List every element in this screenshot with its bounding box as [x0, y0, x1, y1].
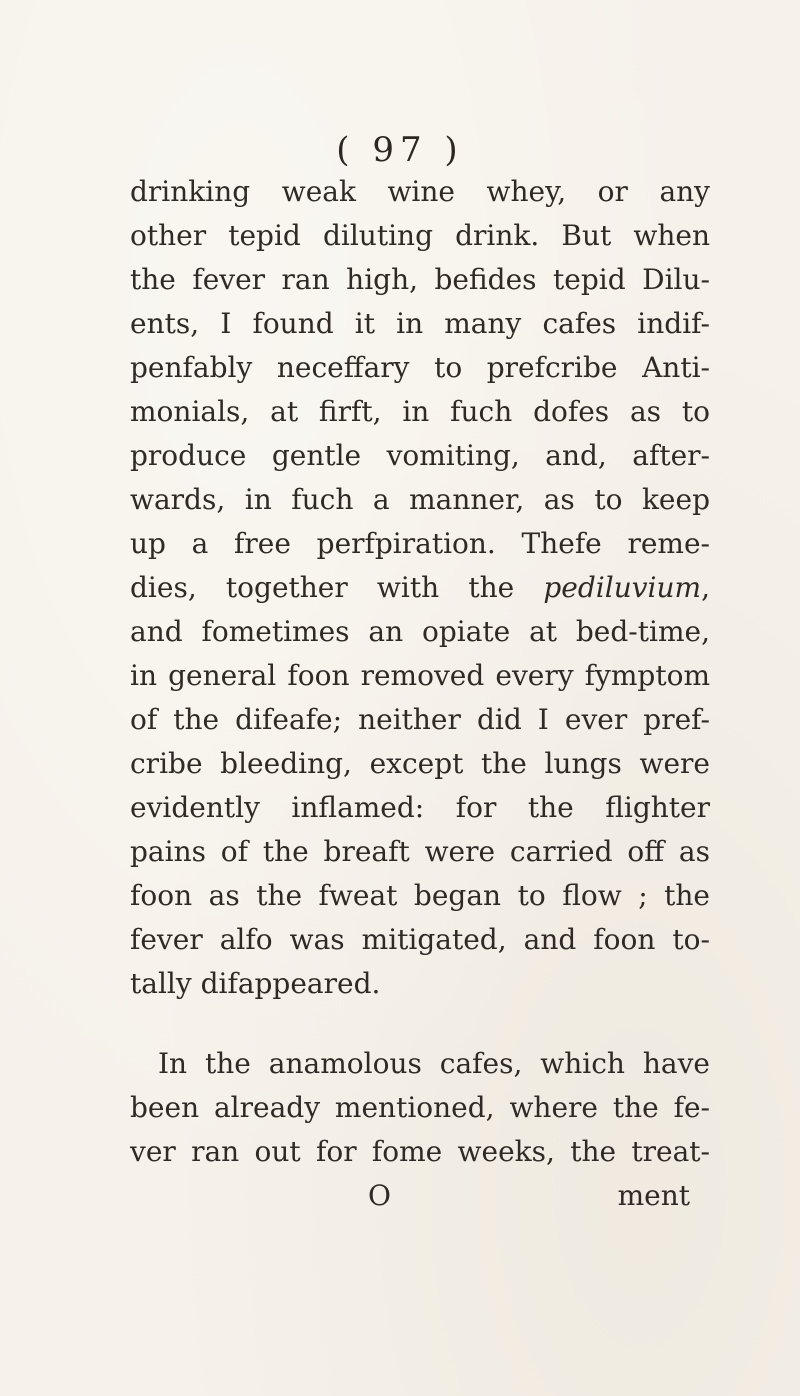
text-line: penfably neceffary to prefcribe Anti-	[130, 351, 710, 384]
text-line: In the anamolous cafes, which have	[158, 1047, 710, 1080]
page-footer	[130, 1174, 710, 1218]
text-line: the fever ran high, befides tepid Dilu-	[130, 263, 710, 296]
text-line: fever alfo was mitigated, and foon to-	[130, 923, 710, 956]
text-line: evidently inflamed: for the flighter	[130, 791, 710, 824]
page-number: ( 97 )	[336, 130, 464, 170]
text-line: foon as the fweat began to flow ; the	[130, 879, 710, 912]
italic-term: pediluvium	[543, 571, 702, 604]
signature-mark: O	[368, 1179, 391, 1212]
paragraph-gap	[130, 1006, 710, 1042]
text-line: produce gentle vomiting, and, after-	[130, 439, 710, 472]
text-line: drinking weak wine whey, or any	[130, 175, 710, 208]
text-fragment: dies, together with the	[130, 571, 515, 604]
text-line-with-italic	[130, 566, 710, 610]
text-line: other tepid diluting drink. But when	[130, 219, 710, 252]
text-line: cribe bleeding, except the lungs were	[130, 747, 710, 780]
text-line: pains of the breaft were carried off as	[130, 835, 710, 868]
text-line: ver ran out for fome weeks, the treat-	[130, 1135, 710, 1168]
text-line: wards, in fuch a manner, as to keep	[130, 483, 710, 516]
body-text	[130, 170, 710, 1218]
catchword: ment	[617, 1179, 690, 1212]
text-line: been already mentioned, where the fe-	[130, 1091, 710, 1124]
punctuation: ,	[701, 571, 710, 604]
text-line: tally difappeared.	[130, 967, 381, 1000]
text-line: monials, at firft, in fuch dofes as to	[130, 395, 710, 428]
text-line: of the difeafe; neither did I ever pref-	[130, 703, 710, 736]
text-line: ents, I found it in many cafes indif-	[130, 307, 710, 340]
text-line: up a free perfpiration. Thefe reme-	[130, 527, 710, 560]
text-line: and fometimes an opiate at bed-time,	[130, 615, 710, 648]
text-line: in general foon removed every fymptom	[130, 659, 710, 692]
